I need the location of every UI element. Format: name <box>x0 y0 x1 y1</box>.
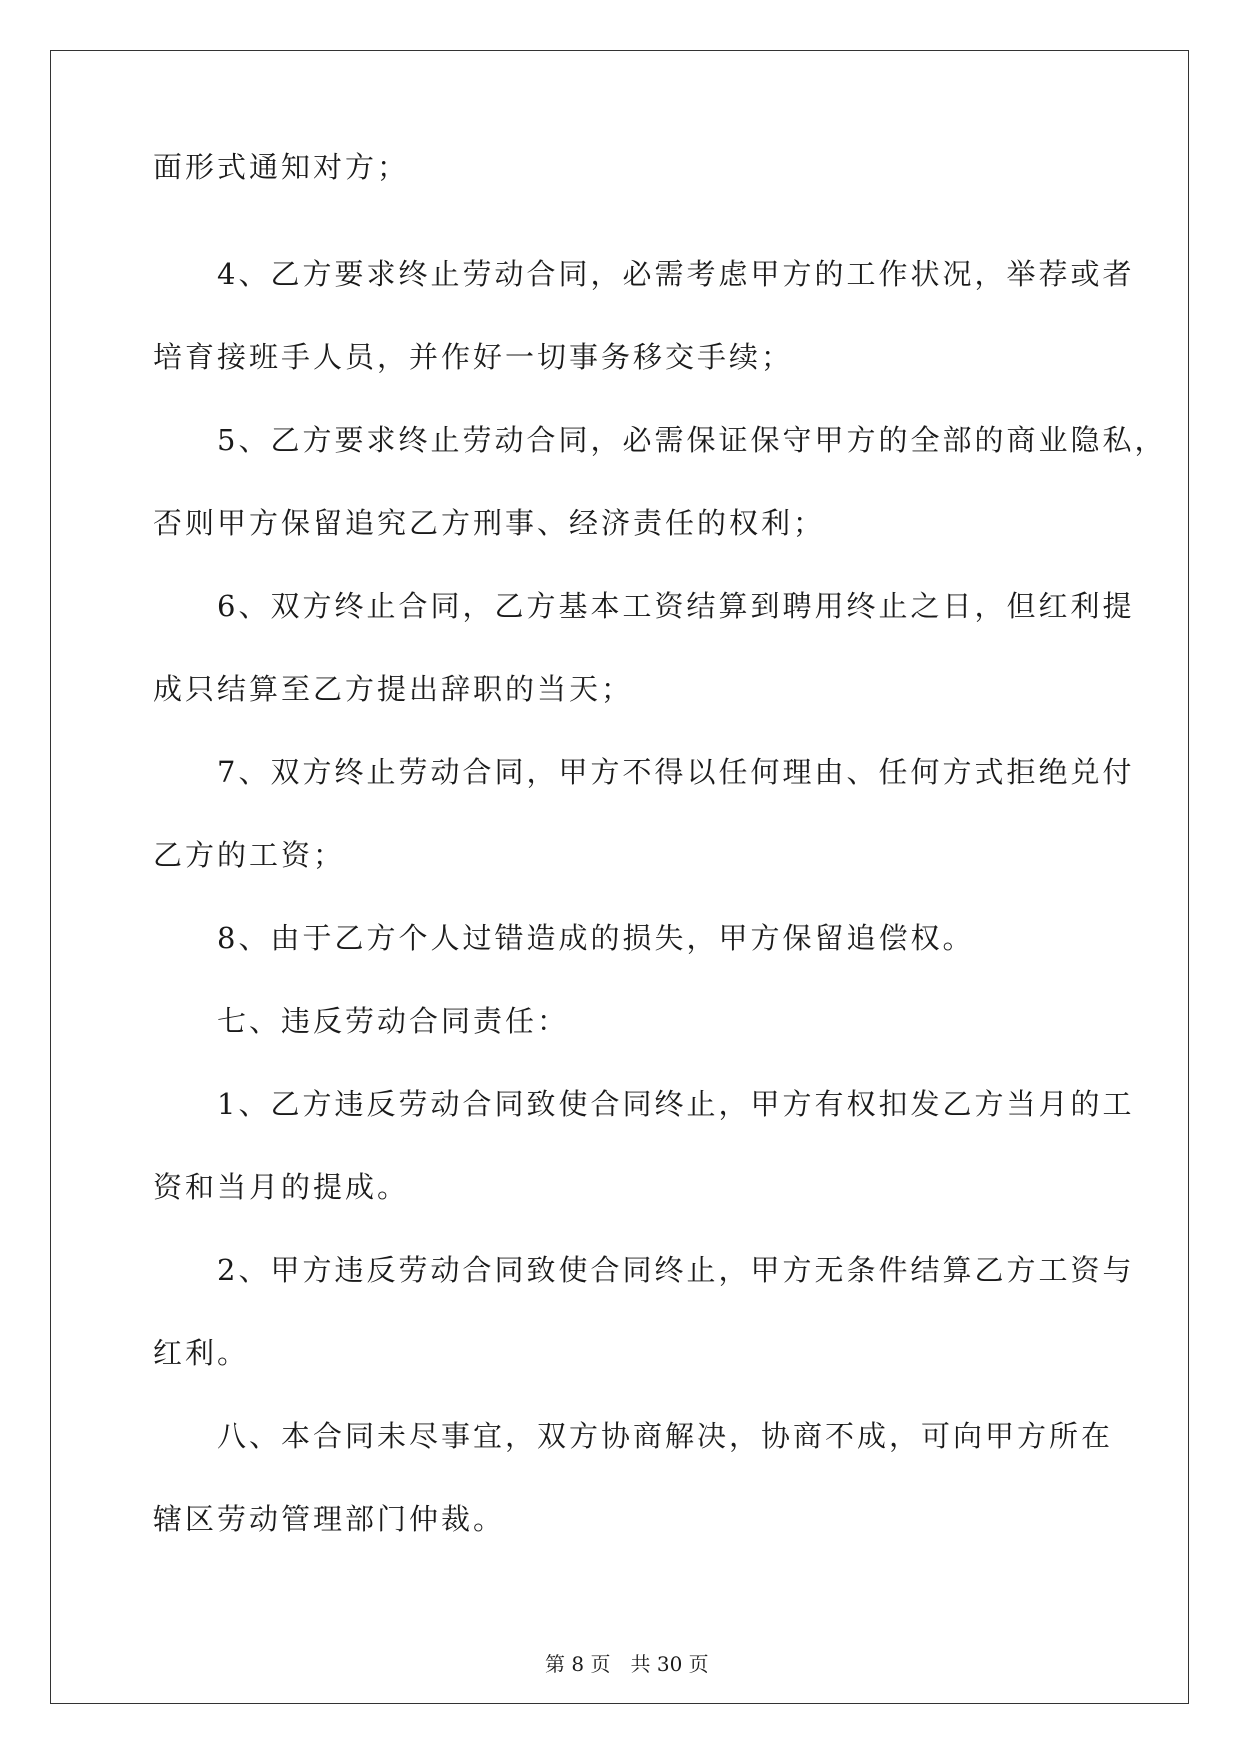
text-line: 资和当月的提成。 <box>153 1170 410 1204</box>
document-body <box>153 150 1167 1561</box>
page-number: 第 8 页 共 30 页 <box>545 1652 709 1676</box>
text-line: 6、双方终止合同，乙方基本工资结算到聘用终止之日，但红利提 <box>153 589 1135 623</box>
text-line: 7、双方终止劳动合同，甲方不得以任何理由、任何方式拒绝兑付 <box>153 755 1135 789</box>
page-footer <box>0 1624 1241 1677</box>
text-line: 七、违反劳动合同责任： <box>153 1004 570 1038</box>
text-line: 八、本合同未尽事宜，双方协商解决，协商不成，可向甲方所在 <box>153 1419 1114 1453</box>
text-line: 1、乙方违反劳动合同致使合同终止，甲方有权扣发乙方当月的工 <box>153 1087 1135 1121</box>
text-line: 否则甲方保留追究乙方刑事、经济责任的权利； <box>153 506 826 540</box>
text-line: 8、由于乙方个人过错造成的损失，甲方保留追偿权。 <box>153 921 975 955</box>
text-line: 辖区劳动管理部门仲裁。 <box>153 1502 506 1536</box>
text-line: 乙方的工资； <box>153 838 346 872</box>
text-line: 5、乙方要求终止劳动合同，必需保证保守甲方的全部的商业隐私， <box>153 423 1167 457</box>
text-line: 培育接班手人员，并作好一切事务移交手续； <box>153 340 794 374</box>
text-line: 成只结算至乙方提出辞职的当天； <box>153 672 634 706</box>
text-line: 面形式通知对方； <box>153 150 410 184</box>
text-line: 4、乙方要求终止劳动合同，必需考虑甲方的工作状况，举荐或者 <box>153 257 1135 291</box>
text-line: 红利。 <box>153 1336 250 1370</box>
text-line: 2、甲方违反劳动合同致使合同终止，甲方无条件结算乙方工资与 <box>153 1253 1135 1287</box>
